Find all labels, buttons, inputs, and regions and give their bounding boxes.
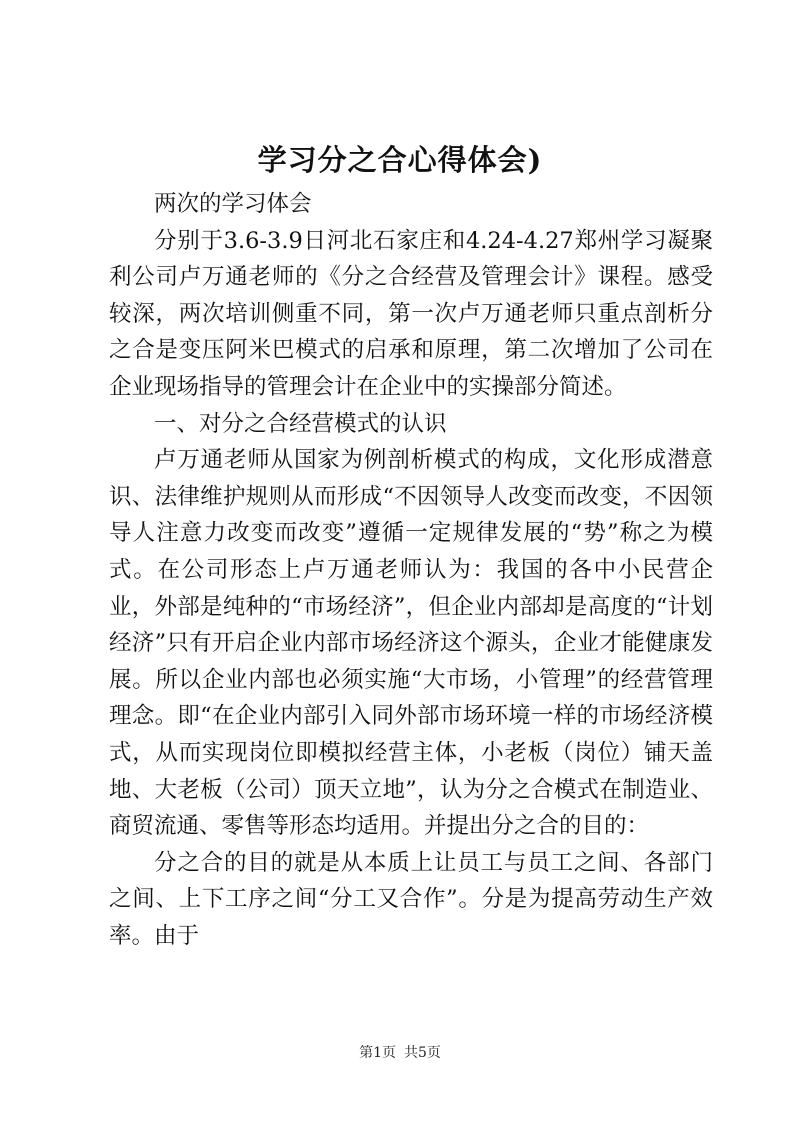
- paragraph-model: 卢万通老师从国家为例剖析模式的构成，文化形成潜意识、法律维护规则从而形成“不因领导人改变而改变，不因领导人注意力改变而改变”遵循一定规律发展的“势”称之为模式。在公司形态上卢万通老师认为：我国的各中小民营企业，外部是纯种的“市场经济”，但企业内部却是高度的“计划经济”只有开启企业内部市场经济这个源头，企业才能健康发展。所以企业内部也必须实施“大市场，小管理”的经营管理理念。即“在企业内部引入同外部市场环境一样的市场经济模式，从而实现岗位即模拟经营主体，小老板（岗位）铺天盖地、大老板（公司）顶天立地”，认为分之合模式在制造业、商贸流通、零售等形态均适用。并提出分之合的目的：: [109, 447, 713, 840]
- page-total: 共5页: [404, 1045, 441, 1061]
- section-heading: 一、对分之合经营模式的认识: [154, 410, 447, 437]
- document-title: 学习分之合心得体会): [257, 143, 543, 177]
- page-footer: [0, 1043, 800, 1063]
- page-number: 第1页: [359, 1045, 396, 1061]
- paragraph-purpose: 分之合的目的就是从本质上让员工与员工之间、各部门之间、上下工序之间“分工又合作”。分是为提高劳动生产效率。由于: [109, 849, 713, 949]
- paragraph-subtitle: 两次的学习体会: [154, 191, 312, 217]
- document-body: [109, 186, 713, 954]
- paragraph-intro: 分别于3.6-3.9日河北石家庄和4.24-4.27郑州学习凝聚利公司卢万通老师的《分之合经营及管理会计》课程。感受较深，两次培训侧重不同，第一次卢万通老师只重点剖析分之合是变压阿米巴模式的启承和原理，第二次增加了公司在企业现场指导的管理会计在企业中的实操部分简述。: [109, 227, 713, 400]
